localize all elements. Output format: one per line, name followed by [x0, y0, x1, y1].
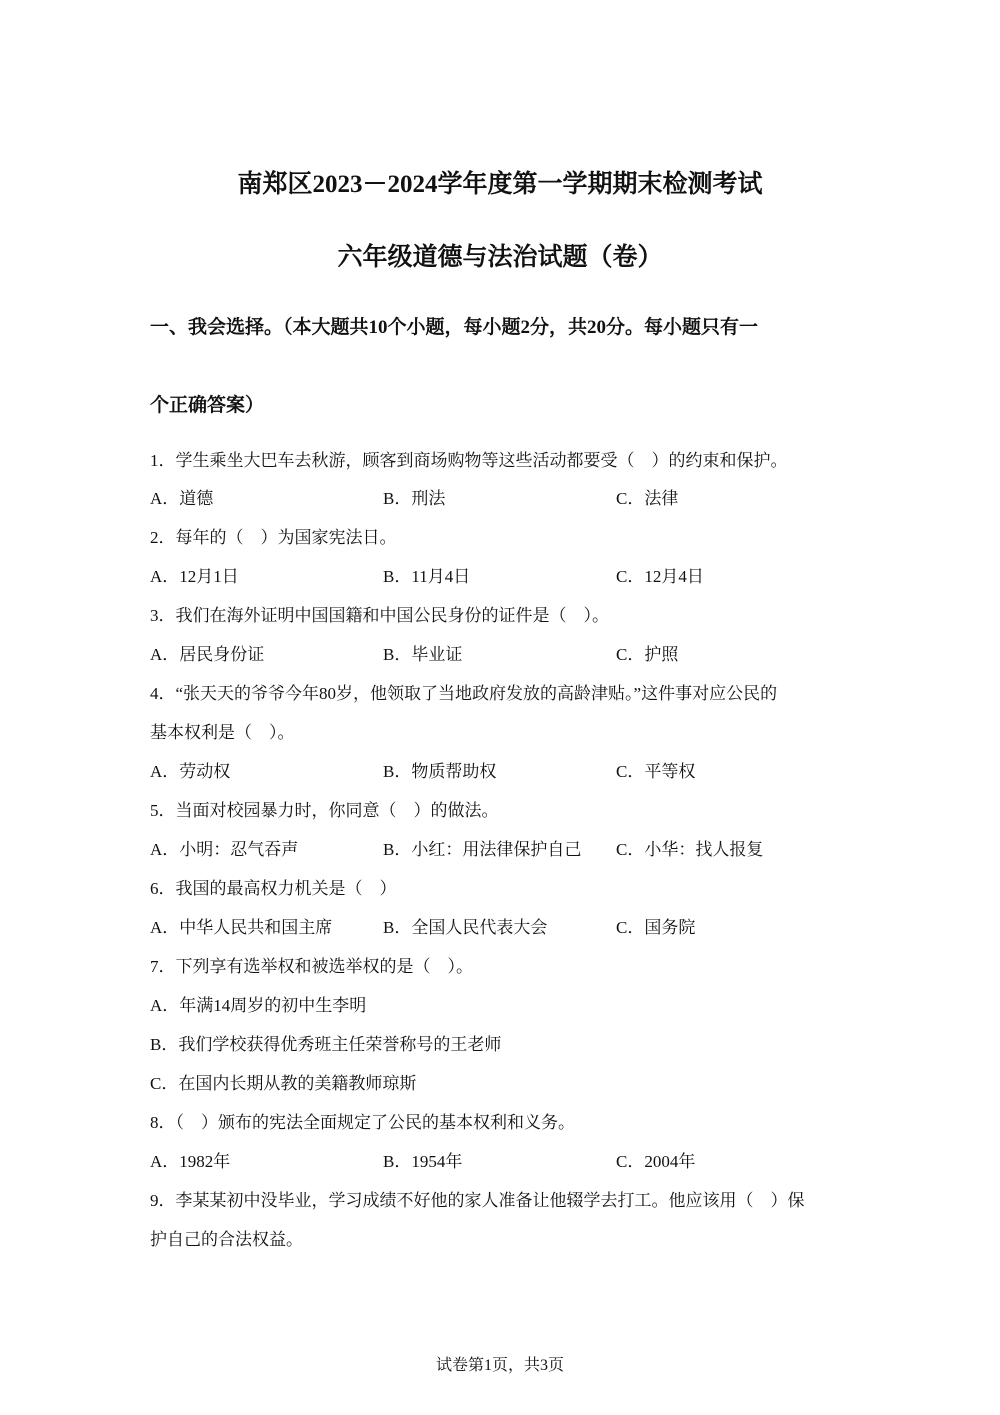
- question-3-option-a: A．居民身份证: [150, 645, 265, 664]
- question-9-text-continued: 护自己的合法权益。: [150, 1230, 303, 1249]
- question-4-option-c: C．平等权: [616, 762, 696, 781]
- question-4-text-continued: 基本权利是（ ）。: [150, 723, 295, 742]
- question-5-option-b: B．小红：用法律保护自己: [383, 840, 582, 859]
- question-8-text: 8．（ ）颁布的宪法全面规定了公民的基本权利和义务。: [150, 1113, 575, 1132]
- question-3-option-b: B．毕业证: [383, 645, 463, 664]
- question-2-option-c: C．12月4日: [616, 567, 704, 586]
- question-7-option-b: B．我们学校获得优秀班主任荣誉称号的王老师: [150, 1035, 502, 1054]
- section-heading: 一、我会选择。（本大题共10个小题，每小题2分，共20分。每小题只有一: [150, 317, 759, 338]
- question-5-option-c: C．小华：找人报复: [616, 840, 764, 859]
- question-2-text: 2．每年的（ ）为国家宪法日。: [150, 528, 397, 547]
- question-9-text: 9．李某某初中没毕业，学习成绩不好他的家人准备让他辍学去打工。他应该用（ ）保: [150, 1191, 805, 1210]
- question-8-option-c: C．2004年: [616, 1152, 696, 1171]
- question-2-option-a: A．12月1日: [150, 567, 239, 586]
- page-footer: 试卷第1页，共3页: [435, 1357, 564, 1374]
- question-2-option-b: B．11月4日: [383, 567, 471, 586]
- question-3-text: 3．我们在海外证明中国国籍和中国公民身份的证件是（ ）。: [150, 606, 609, 625]
- question-6-option-c: C．国务院: [616, 918, 696, 937]
- question-8-option-b: B．1954年: [383, 1152, 463, 1171]
- question-3-option-c: C．护照: [616, 645, 679, 664]
- question-6-option-a: A．中华人民共和国主席: [150, 918, 333, 937]
- question-5-text: 5．当面对校园暴力时，你同意（ ）的做法。: [150, 801, 499, 820]
- question-8-option-a: A．1982年: [150, 1152, 231, 1171]
- exam-subtitle: 六年级道德与法治试题（卷）: [337, 244, 663, 271]
- section-heading-continued: 个正确答案）: [150, 395, 265, 416]
- question-5-option-a: A．小明：忍气吞声: [150, 840, 299, 859]
- question-7-option-c: C．在国内长期从教的美籍教师琼斯: [150, 1074, 417, 1093]
- question-1-option-a: A．道德: [150, 489, 214, 508]
- question-7-text: 7．下列享有选举权和被选举权的是（ ）。: [150, 957, 473, 976]
- exam-title: 南郑区2023－2024学年度第一学期期末检测考试: [237, 171, 763, 198]
- question-7-option-a: A．年满14周岁的初中生李明: [150, 996, 367, 1015]
- question-6-text: 6．我国的最高权力机关是（ ）: [150, 879, 397, 898]
- question-1-option-c: C．法律: [616, 489, 679, 508]
- question-4-text: 4．“张天天的爷爷今年80岁，他领取了当地政府发放的高龄津贴。”这件事对应公民的: [150, 684, 778, 703]
- question-1-text: 1．学生乘坐大巴车去秋游，顾客到商场购物等这些活动都要受（ ）的约束和保护。: [150, 451, 788, 470]
- question-1-option-b: B．刑法: [383, 489, 446, 508]
- question-4-option-a: A．劳动权: [150, 762, 231, 781]
- question-6-option-b: B．全国人民代表大会: [383, 918, 548, 937]
- question-4-option-b: B．物质帮助权: [383, 762, 497, 781]
